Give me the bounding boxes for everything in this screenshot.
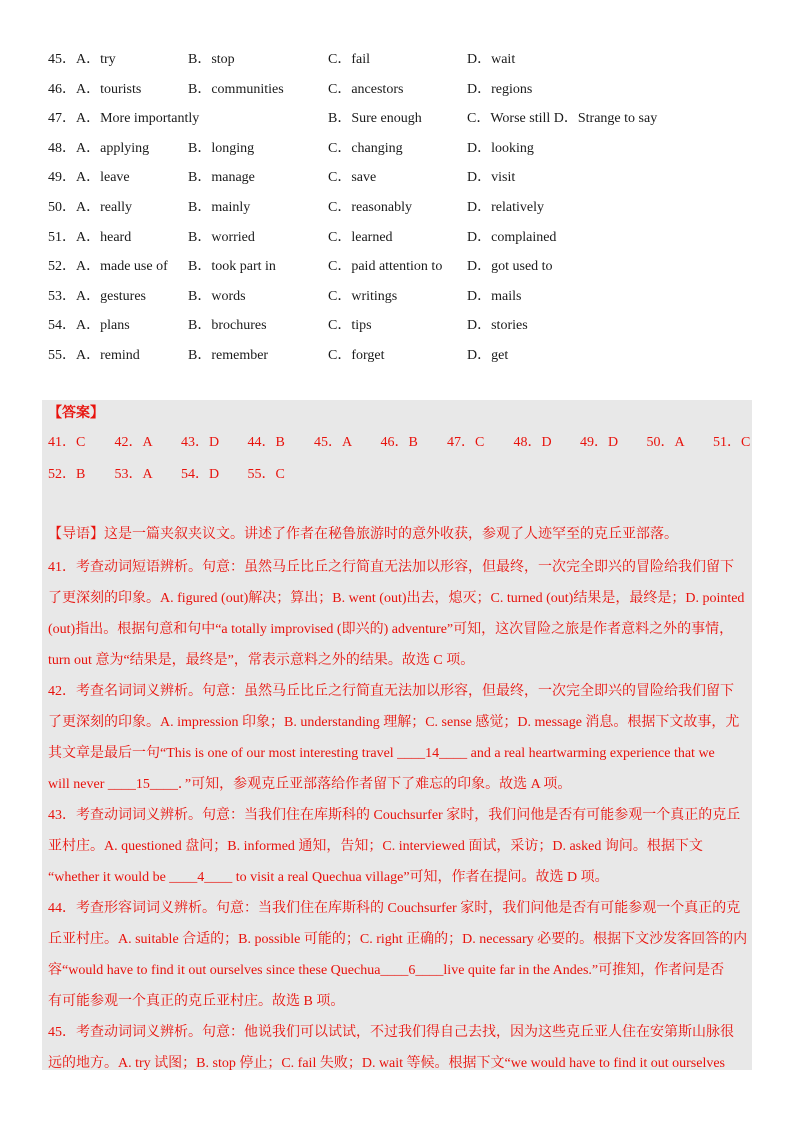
option-text: D．got used to: [467, 259, 553, 275]
option-text: C．writings: [328, 288, 398, 304]
option-text: D．wait: [467, 52, 516, 67]
explanation-line: 远的地方。A. try 试图；B. stop 停止；C. fail 失败；D. wait 等候。根据下文“we would have to find it out ourselves: [48, 1056, 725, 1071]
answer-key: 43．D: [181, 435, 220, 450]
explanation-line: (out)指出。根据句意和句中“a totally improvised (即兴的) adventure”可知，这次冒险之旅是作者意料之外的事情，: [48, 622, 734, 637]
answer-key: 53．A: [114, 467, 153, 482]
explanation-line: 【导语】这是一篇夹叙夹议文。讲述了作者在秘鲁旅游时的意外收获，参观了人迹罕至的克丘亚部落。: [48, 527, 678, 542]
explanation-line: will never ____15____．”可知，参观克丘亚部落给作者留下了难忘的印象。故选 A 项。: [48, 777, 572, 792]
answer-key: 49．D: [580, 435, 619, 450]
explanation-paragraph: [48, 676, 750, 800]
option-text: 47．A．More importantly: [48, 111, 200, 127]
option-text: C．save: [328, 170, 377, 186]
explanation-line: 其文章是最后一句“This is one of our most interesting travel ____14____ and a real heartwarming experience that we: [48, 746, 715, 761]
option-text: C．paid attention to: [328, 259, 443, 275]
answer-key: 42．A: [114, 435, 153, 450]
answer-key: 48．D: [513, 435, 552, 450]
answer-key: 46．B: [380, 435, 418, 450]
explanation-paragraph: [48, 893, 750, 1017]
explanation-line: 42．考查名词词义辨析。句意：虽然马丘比丘之行简直无法加以形容，但最终，一次完全即兴的冒险给我们留下: [48, 684, 734, 699]
option-text: D．get: [467, 348, 509, 363]
explanation-paragraph: [48, 552, 750, 676]
question-options-row: [48, 80, 768, 100]
option-text: B．manage: [188, 170, 255, 186]
explanation-line: 了更深刻的印象。A. impression 印象；B. understanding 理解；C. sense 感觉；D. message 消息。根据下文故事，尤: [48, 715, 740, 730]
explanation-line: 亚村庄。A. questioned 盘问；B. informed 通知，告知；C. interviewed 面试，采访；D. asked 询问。根据下文: [48, 839, 703, 854]
option-text: B．longing: [188, 140, 255, 156]
option-text: B．Sure enough: [328, 111, 422, 127]
explanation-line: 了更深刻的印象。A. figured (out)解决；算出；B. went (out)出去，熄灭；C. turned (out)结果是，最终是；D. pointed: [48, 591, 745, 606]
option-text: 53．A．gestures: [48, 288, 146, 304]
explanation-line: 45．考查动词词义辨析。句意：他说我们可以试试，不过我们得自己去找，因为这些克丘亚人住在安第斯山脉很: [48, 1025, 734, 1040]
answer-key: 54．D: [181, 467, 220, 482]
option-text: C．tips: [328, 318, 372, 334]
explanation-line: 41．考查动词短语辨析。句意：虽然马丘比丘之行简直无法加以形容，但最终，一次完全即兴的冒险给我们留下: [48, 560, 734, 575]
explanation-line: 44．考查形容词词义辨析。句意：当我们住在库斯科的 Couchsurfer 家时，我们问他是否有可能参观一个真正的克: [48, 901, 741, 916]
option-text: 45．A．try: [48, 52, 116, 67]
intro-paragraph: [48, 519, 750, 550]
option-text: D．regions: [467, 81, 533, 97]
option-text: B．stop: [188, 52, 235, 67]
question-options-row: [48, 198, 768, 218]
explanation-line: 容“would have to find it out ourselves since these Quechua____6____live quite far in the Andes.”可推知，作者问是否: [48, 963, 725, 978]
explanation-line: 43．考查动词词义辨析。句意：当我们住在库斯科的 Couchsurfer 家时，我们问他是否有可能参观一个真正的克丘: [48, 808, 741, 823]
option-text: 51．A．heard: [48, 229, 132, 245]
option-text: D．stories: [467, 318, 528, 334]
question-options-row: [48, 316, 768, 336]
option-text: 50．A．really: [48, 200, 132, 215]
question-options-row: [48, 228, 768, 248]
option-text: C．learned: [328, 229, 393, 245]
question-options-row: [48, 287, 768, 307]
explanation-line: 有可能参观一个真正的克丘亚村庄。故选 B 项。: [48, 994, 345, 1009]
option-text: C．fail: [328, 52, 370, 67]
option-text: B．worried: [188, 229, 255, 245]
answer-key: 47．C: [447, 435, 485, 450]
explanation-paragraph: [48, 800, 750, 893]
option-text: 54．A．plans: [48, 318, 130, 334]
option-text: 49．A．leave: [48, 170, 130, 186]
option-text: D．complained: [467, 229, 557, 245]
question-options-row: [48, 109, 768, 129]
answer-heading: 【答案】: [48, 406, 104, 421]
option-text: B．mainly: [188, 200, 251, 215]
option-text: B．brochures: [188, 318, 267, 334]
answer-key: 51．C: [713, 435, 751, 450]
answer-key: 45．A: [314, 435, 353, 450]
option-text: C．ancestors: [328, 81, 404, 97]
option-text: 52．A．made use of: [48, 259, 168, 275]
option-text: C．forget: [328, 348, 385, 363]
question-options-row: [48, 139, 768, 159]
option-text: 46．A．tourists: [48, 81, 142, 97]
question-options-row: [48, 257, 768, 277]
option-text: B．communities: [188, 81, 284, 97]
option-text: B．words: [188, 288, 246, 304]
answer-key: 44．B: [247, 435, 285, 450]
question-options-row: [48, 50, 768, 70]
option-text: D．mails: [467, 288, 522, 304]
answer-key: 52．B: [48, 467, 86, 482]
option-text: D．visit: [467, 170, 516, 186]
question-options-row: [48, 346, 768, 366]
answer-key: 41．C: [48, 435, 86, 450]
option-text: C．reasonably: [328, 200, 412, 215]
answer-key: 50．A: [646, 435, 685, 450]
explanation-line: “whether it would be ____4____ to visit a real Quechua village”可知，作者在提问。故选 D 项。: [48, 870, 609, 885]
option-text: C．changing: [328, 140, 403, 156]
option-text: D．relatively: [467, 200, 544, 215]
explanation-line: turn out 意为“结果是，最终是”，常表示意料之外的结果。故选 C 项。: [48, 653, 475, 668]
explanation-line: 丘亚村庄。A. suitable 合适的；B. possible 可能的；C. right 正确的；D. necessary 必要的。根据下文沙发客回答的内: [48, 932, 748, 947]
option-text: B．remember: [188, 348, 269, 363]
option-text: D．looking: [467, 140, 534, 156]
question-options-row: [48, 168, 768, 188]
option-text: C．Worse still D．Strange to say: [467, 111, 658, 127]
explanation-paragraph: [48, 1017, 750, 1079]
option-text: B．took part in: [188, 259, 276, 275]
answer-key: 55．C: [247, 467, 285, 482]
option-text: 55．A．remind: [48, 348, 140, 363]
option-text: 48．A．applying: [48, 140, 150, 156]
